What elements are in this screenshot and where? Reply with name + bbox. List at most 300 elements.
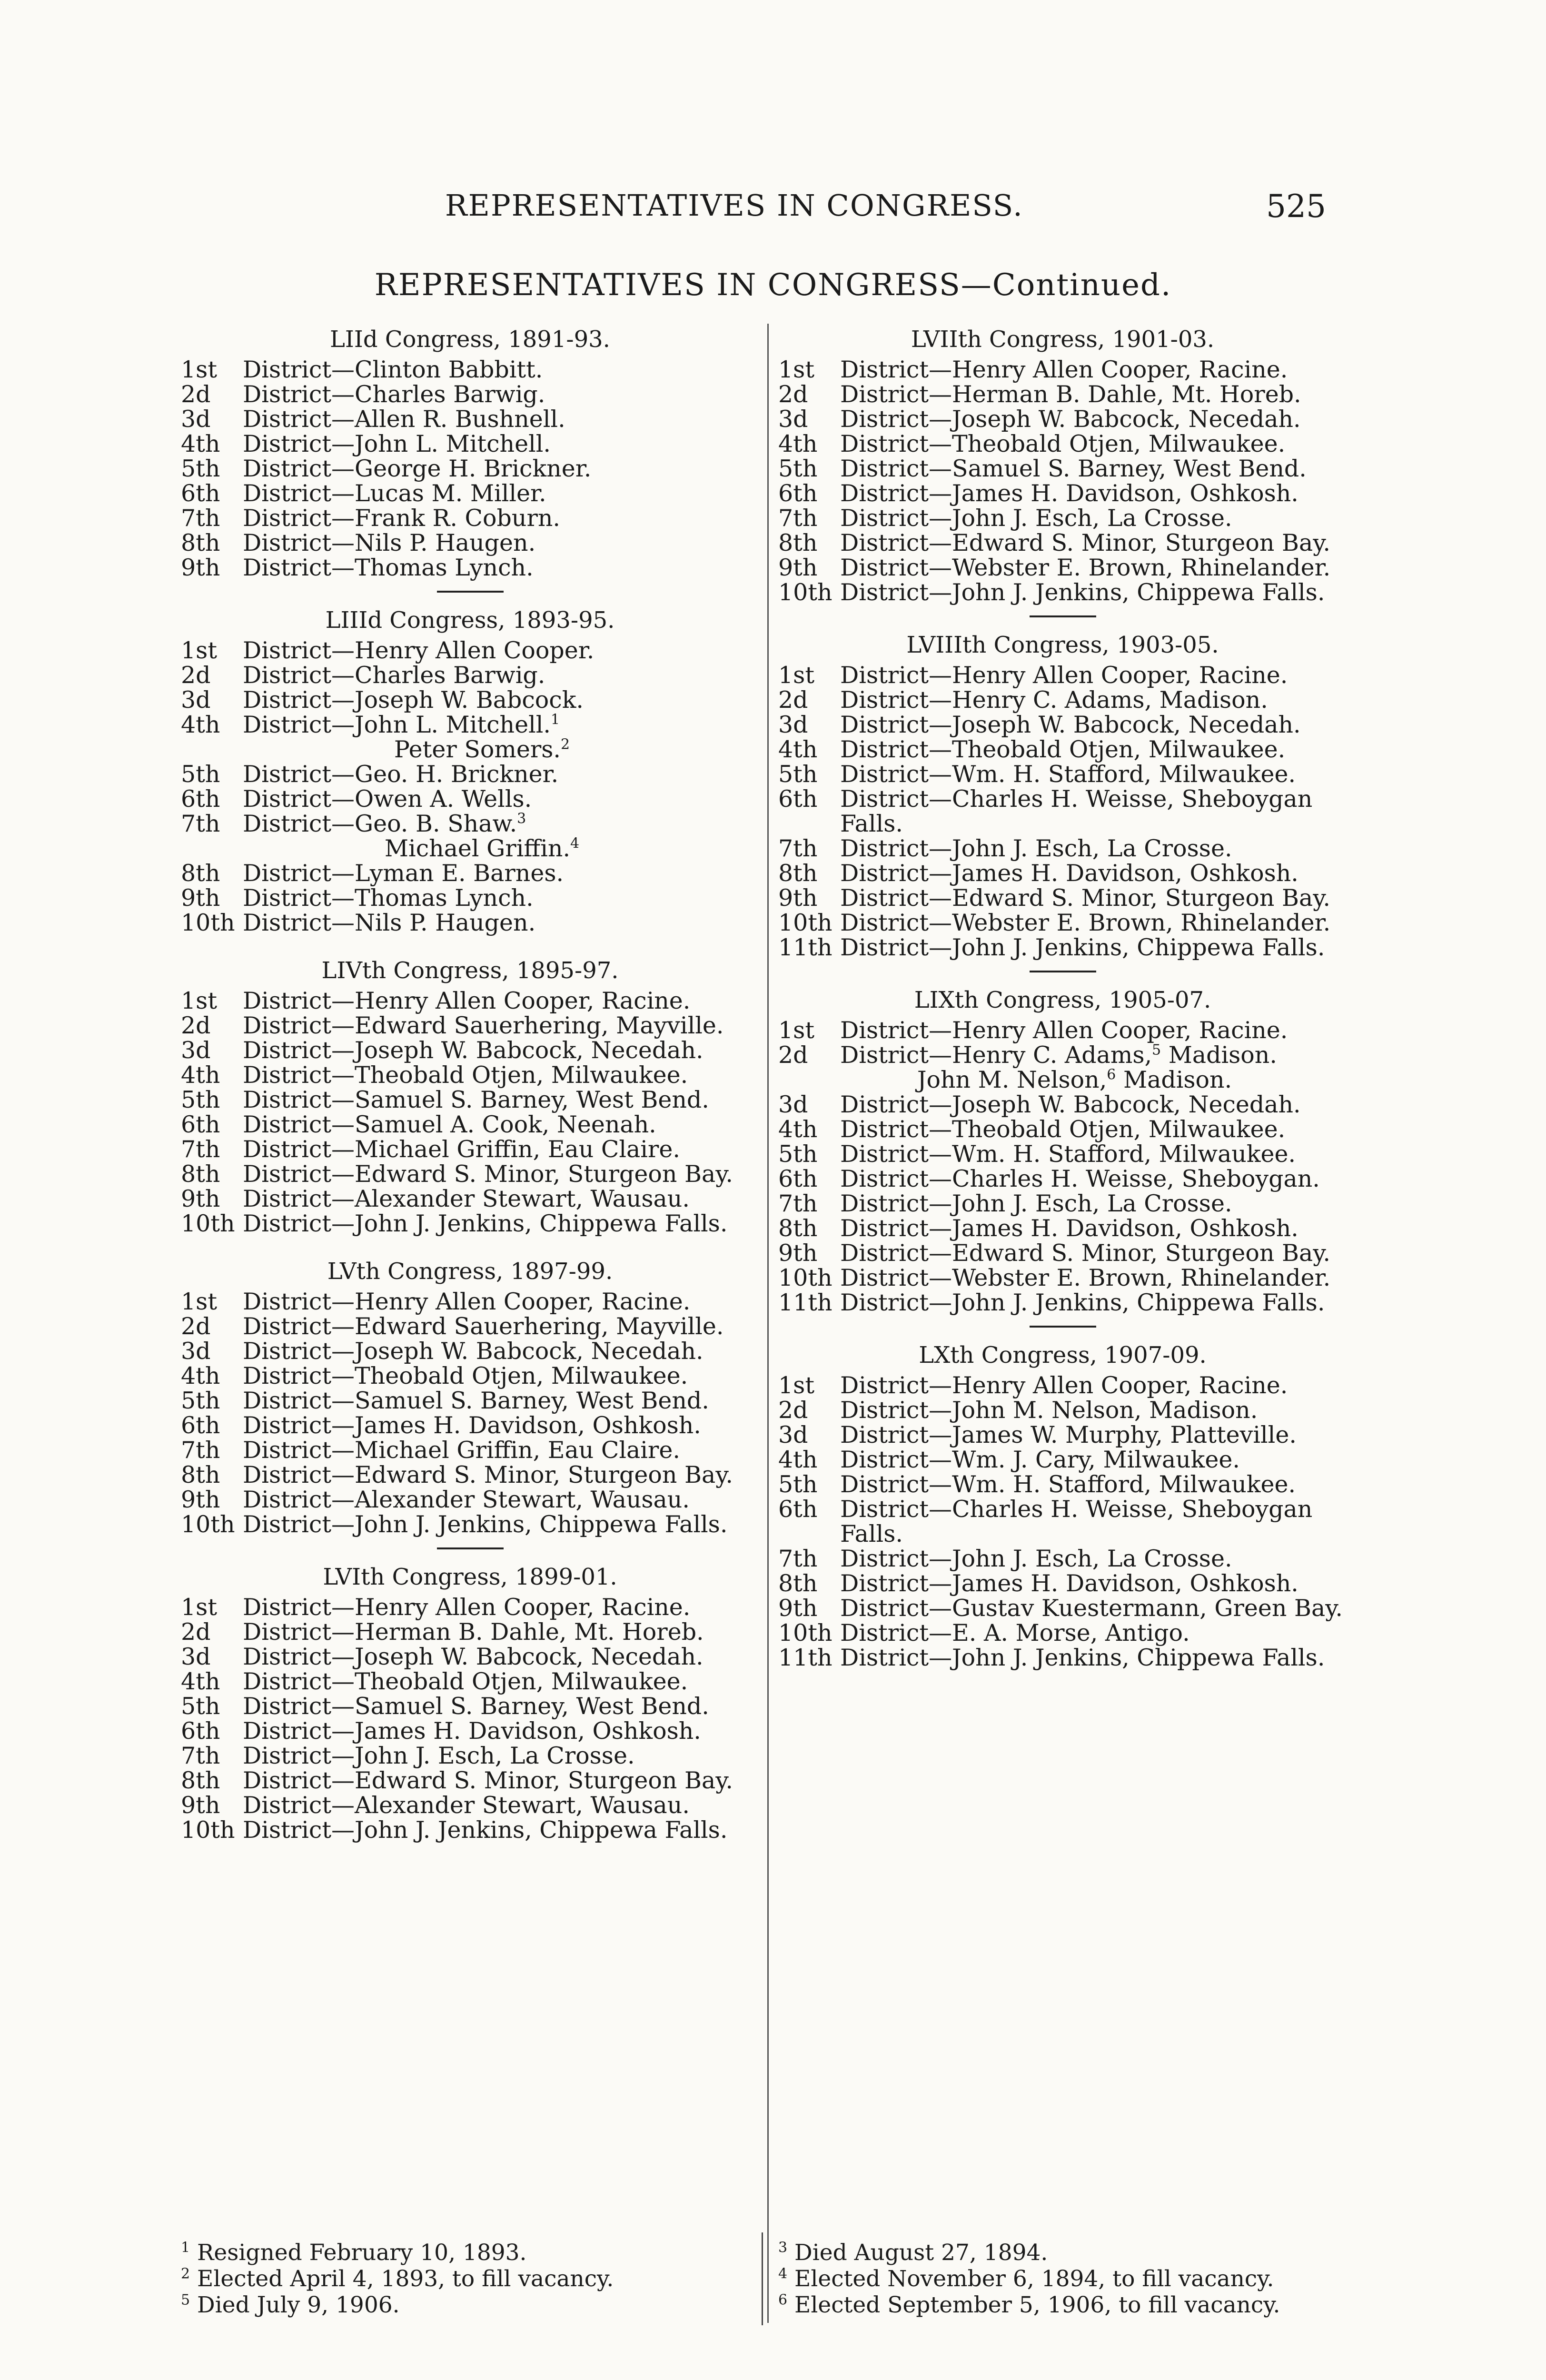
district-number: 8th [181, 529, 220, 556]
district-representative: District—John J. Jenkins, Chippewa Falls. [840, 934, 1325, 961]
district-number: 6th [181, 1111, 220, 1138]
district-text-continued: Madison. [1161, 1041, 1277, 1069]
footnote-text: Died August 27, 1894. [794, 2240, 1048, 2266]
district-number: 5th [181, 1693, 220, 1720]
district-entry [181, 1719, 759, 1744]
district-representative: District—Henry Allen Cooper, Racine. [840, 662, 1288, 689]
district-number: 10th [778, 909, 832, 936]
district-representative: District—Edward S. Minor, Sturgeon Bay. [840, 529, 1330, 556]
district-entry [181, 1388, 759, 1413]
right-column [778, 326, 1347, 1673]
district-entry [181, 1463, 759, 1488]
district-number: 11th [778, 934, 832, 961]
congress-block [778, 326, 1347, 605]
congress-block [778, 1342, 1347, 1670]
district-representative: District—Alexander Stewart, Wausau. [243, 1185, 690, 1212]
district-representative: District—Theobald Otjen, Milwaukee. [243, 1061, 688, 1089]
successor-representative [243, 737, 759, 762]
district-representative: District—Theobald Otjen, Milwaukee. [243, 1362, 688, 1389]
district-entry [778, 1497, 1347, 1547]
district-number: 1st [181, 987, 218, 1014]
district-entry [778, 555, 1347, 580]
district-representative: District—Joseph W. Babcock, Necedah. [840, 1091, 1301, 1118]
district-representative: District—Joseph W. Babcock, Necedah. [840, 406, 1301, 433]
district-entry [181, 1187, 759, 1211]
district-number: 9th [181, 1486, 220, 1513]
running-head [0, 188, 1546, 225]
district-entry [181, 1768, 759, 1793]
district-representative: District—John J. Esch, La Crosse. [840, 1545, 1232, 1572]
district-representative: District—Henry Allen Cooper, Racine. [243, 1288, 691, 1315]
district-entry [181, 1339, 759, 1364]
district-number: 5th [778, 1140, 818, 1168]
district-number: 8th [181, 1767, 220, 1794]
congress-heading: LVIIIth Congress, 1903-05. [906, 632, 1219, 658]
district-entry [181, 1063, 759, 1088]
district-representative: District—Allen R. Bushnell. [243, 406, 565, 433]
district-number: 9th [778, 1240, 818, 1267]
district-entry [778, 861, 1347, 886]
district-number: 2d [181, 381, 211, 408]
congress-heading: LIId Congress, 1891-93. [330, 326, 610, 353]
district-entry [181, 911, 759, 935]
district-number: 6th [778, 1165, 818, 1192]
district-entry [778, 1266, 1347, 1290]
district-number: 5th [181, 761, 220, 788]
district-number: 11th [778, 1644, 832, 1671]
successor-name: Peter Somers. [394, 736, 561, 763]
district-representative: District—Alexander Stewart, Wausau. [243, 1486, 690, 1513]
running-title: REPRESENTATIVES IN CONGRESS. [445, 188, 1023, 223]
district-number: 5th [778, 455, 818, 482]
district-representative: District—Henry C. Adams, [840, 1041, 1152, 1069]
district-entry [181, 555, 759, 580]
district-number: 3d [181, 406, 211, 433]
footnote-mark: 5 [181, 2291, 190, 2309]
congress-block [181, 326, 759, 580]
district-number: 4th [181, 711, 220, 738]
district-entry [181, 1364, 759, 1388]
footnote [778, 2240, 1349, 2266]
section-title: REPRESENTATIVES IN CONGRESS—Continued. [374, 268, 1172, 303]
district-entry [181, 713, 759, 762]
district-entry [181, 382, 759, 407]
district-number: 6th [181, 1412, 220, 1439]
district-entry [778, 1547, 1347, 1571]
district-number: 6th [778, 1496, 818, 1523]
district-representative: District—Edward S. Minor, Sturgeon Bay. [243, 1160, 733, 1188]
district-number: 9th [181, 1792, 220, 1819]
district-representative: District—Owen A. Wells. [243, 785, 532, 813]
district-representative: District—Wm. J. Cary, Milwaukee. [840, 1446, 1240, 1473]
district-number: 3d [181, 686, 211, 714]
district-number: 1st [181, 356, 218, 383]
district-entry [778, 456, 1347, 481]
district-number: 10th [778, 1264, 832, 1291]
district-representative: District—E. A. Morse, Antigo. [840, 1619, 1190, 1646]
footnote [181, 2266, 752, 2292]
district-number: 2d [778, 381, 808, 408]
district-representative: District—James H. Davidson, Oshkosh. [840, 1215, 1298, 1242]
district-number: 4th [778, 1446, 818, 1473]
district-representative: District—Samuel A. Cook, Neenah. [243, 1111, 656, 1138]
district-representative: District—Herman B. Dahle, Mt. Horeb. [840, 381, 1301, 408]
district-representative: District—James W. Murphy, Platteville. [840, 1421, 1297, 1448]
district-entry [778, 911, 1347, 935]
district-entry [181, 1314, 759, 1339]
district-entry [181, 531, 759, 555]
district-representative: District—Samuel S. Barney, West Bend. [243, 1387, 709, 1414]
district-number: 3d [181, 1037, 211, 1064]
footnote-mark: 4 [778, 2265, 788, 2282]
district-number: 4th [181, 1668, 220, 1695]
district-representative: District—John M. Nelson, Madison. [840, 1397, 1258, 1424]
district-entry [778, 1092, 1347, 1117]
district-number: 10th [181, 1816, 235, 1844]
district-representative: District—Lyman E. Barnes. [243, 860, 564, 887]
district-entry [181, 989, 759, 1013]
district-representative: District—Thomas Lynch. [243, 884, 534, 912]
district-entry [778, 481, 1347, 506]
district-entry [181, 407, 759, 432]
district-number: 3d [778, 1091, 808, 1118]
district-entry [181, 1793, 759, 1818]
district-number: 3d [778, 406, 808, 433]
district-entry [778, 1191, 1347, 1216]
district-entry [778, 407, 1347, 432]
district-representative: District—Charles H. Weisse, Sheboygan. [840, 1165, 1320, 1192]
district-representative: District—Charles Barwig. [243, 381, 545, 408]
district-representative: District—Edward S. Minor, Sturgeon Bay. [840, 884, 1330, 912]
district-representative: District—Clinton Babbitt. [243, 356, 543, 383]
district-representative: District—John J. Esch, La Crosse. [840, 1190, 1232, 1217]
district-entry [181, 1413, 759, 1438]
district-entry [181, 1137, 759, 1162]
footnote-text: Resigned February 10, 1893. [197, 2240, 527, 2266]
congress-heading: LIVth Congress, 1895-97. [321, 957, 619, 984]
congress-block [181, 1564, 759, 1843]
district-number: 8th [778, 860, 818, 887]
district-representative: District—James H. Davidson, Oshkosh. [840, 1570, 1298, 1597]
district-entry [778, 432, 1347, 456]
district-number: 6th [181, 480, 220, 507]
congress-heading: LIXth Congress, 1905-07. [914, 987, 1211, 1013]
footnote-ref: 3 [517, 810, 526, 827]
district-entry [181, 1162, 759, 1187]
district-number: 8th [181, 1461, 220, 1488]
footnote-ref: 5 [1152, 1041, 1161, 1059]
district-representative: District—James H. Davidson, Oshkosh. [243, 1412, 701, 1439]
district-number: 9th [181, 1185, 220, 1212]
district-number: 8th [778, 1215, 818, 1242]
district-representative: District—Herman B. Dahle, Mt. Horeb. [243, 1618, 704, 1646]
district-entry [778, 531, 1347, 555]
footnote-text: Elected November 6, 1894, to fill vacancy. [794, 2266, 1274, 2292]
district-representative: District—Frank R. Coburn. [243, 505, 561, 532]
district-number: 2d [181, 1313, 211, 1340]
district-representative: District—Edward S. Minor, Sturgeon Bay. [243, 1767, 733, 1794]
district-representative: District—Michael Griffin, Eau Claire. [243, 1136, 680, 1163]
section-rule [1030, 615, 1096, 617]
district-representative: District—Thomas Lynch. [243, 554, 534, 581]
district-entry [181, 663, 759, 688]
district-representative: District—Samuel S. Barney, West Bend. [840, 455, 1307, 482]
district-representative: District—Webster E. Brown, Rhinelander. [840, 909, 1331, 936]
district-number: 7th [778, 505, 818, 532]
district-entry [778, 1621, 1347, 1646]
district-entry [181, 762, 759, 787]
district-entry [181, 1289, 759, 1314]
district-number: 6th [778, 480, 818, 507]
district-representative: District—Nils P. Haugen. [243, 529, 536, 556]
district-number: 8th [778, 1570, 818, 1597]
district-number: 4th [778, 430, 818, 457]
district-entry [778, 1117, 1347, 1142]
successor-representative [840, 1068, 1347, 1092]
district-number: 5th [778, 1471, 818, 1498]
successor-name: Michael Griffin. [384, 835, 571, 862]
district-entry [778, 1373, 1347, 1398]
district-number: 4th [778, 736, 818, 763]
district-representative: District—Webster E. Brown, Rhinelander. [840, 1264, 1331, 1291]
footnote [181, 2240, 752, 2266]
district-entry [778, 1290, 1347, 1315]
district-representative: District—Henry Allen Cooper, Racine. [840, 356, 1288, 383]
district-representative: District—Henry Allen Cooper, Racine. [243, 1594, 691, 1621]
district-number: 1st [778, 1017, 815, 1044]
district-number: 1st [778, 662, 815, 689]
district-entry [778, 1167, 1347, 1191]
district-representative: District—Joseph W. Babcock, Necedah. [243, 1643, 704, 1670]
congress-block [778, 987, 1347, 1315]
footnote-mark: 6 [778, 2291, 788, 2309]
congress-heading: LXth Congress, 1907-09. [919, 1342, 1207, 1368]
column-divider [767, 324, 769, 2323]
district-entry [181, 357, 759, 382]
district-number: 3d [778, 1421, 808, 1448]
district-number: 10th [181, 909, 235, 936]
district-number: 9th [181, 554, 220, 581]
district-representative: District—John J. Esch, La Crosse. [243, 1742, 635, 1769]
district-number: 8th [778, 529, 818, 556]
congress-heading: LVIIth Congress, 1901-03. [911, 326, 1215, 353]
district-number: 2d [181, 1618, 211, 1646]
district-number: 1st [181, 637, 218, 664]
district-entry [181, 638, 759, 663]
district-number: 10th [181, 1511, 235, 1538]
district-number: 3d [778, 711, 808, 738]
district-representative: District—Theobald Otjen, Milwaukee. [840, 736, 1286, 763]
district-number: 7th [778, 835, 818, 862]
district-entry [181, 1438, 759, 1463]
district-representative: District—John J. Jenkins, Chippewa Falls. [840, 1644, 1325, 1671]
footnote-divider [762, 2232, 763, 2325]
congress-block [181, 957, 759, 1236]
congress-heading: LVth Congress, 1897-99. [327, 1258, 613, 1285]
footnote-ref: 4 [570, 835, 580, 852]
district-entry [778, 1571, 1347, 1596]
successor-text-continued: Madison. [1116, 1066, 1232, 1093]
district-representative: District—Charles H. Weisse, Sheboygan Falls. [840, 785, 1313, 837]
district-number: 2d [778, 686, 808, 714]
district-representative: District—Theobald Otjen, Milwaukee. [840, 430, 1286, 457]
footnote-mark: 1 [181, 2239, 190, 2256]
district-representative: District—Nils P. Haugen. [243, 909, 536, 936]
district-entry [181, 1488, 759, 1512]
district-entry [181, 456, 759, 481]
district-representative: District—Henry C. Adams, Madison. [840, 686, 1268, 714]
district-representative: District—Edward S. Minor, Sturgeon Bay. [840, 1240, 1330, 1267]
district-entry [778, 688, 1347, 713]
district-representative: District—Edward Sauerhering, Mayville. [243, 1012, 724, 1039]
district-number: 7th [181, 810, 220, 837]
district-representative: District—Gustav Kuestermann, Green Bay. [840, 1595, 1343, 1622]
district-number: 2d [778, 1041, 808, 1069]
congress-block [778, 632, 1347, 960]
district-representative: District—John J. Esch, La Crosse. [840, 505, 1232, 532]
district-entry [778, 1241, 1347, 1266]
district-entry [778, 713, 1347, 737]
district-number: 6th [181, 1717, 220, 1745]
district-number: 7th [778, 1190, 818, 1217]
footnotes-right [778, 2240, 1349, 2318]
district-representative: District—Charles Barwig. [243, 662, 545, 689]
district-entry [778, 1018, 1347, 1043]
district-entry [778, 836, 1347, 861]
section-rule [437, 1547, 504, 1549]
district-representative: District—John J. Jenkins, Chippewa Falls. [840, 579, 1325, 606]
district-representative: District—Wm. H. Stafford, Milwaukee. [840, 761, 1296, 788]
district-entry [778, 935, 1347, 960]
district-representative: District—Edward Sauerhering, Mayville. [243, 1313, 724, 1340]
district-entry [181, 1818, 759, 1843]
footnote-mark: 3 [778, 2239, 788, 2256]
district-number: 4th [181, 1362, 220, 1389]
district-representative: District—John L. Mitchell. [243, 711, 551, 738]
district-entry [181, 886, 759, 911]
section-rule [1030, 971, 1096, 972]
district-entry [778, 506, 1347, 531]
district-entry [778, 1142, 1347, 1167]
district-entry [778, 787, 1347, 836]
district-number: 1st [181, 1594, 218, 1621]
footnote-text: Died July 9, 1906. [197, 2292, 400, 2318]
footnote-ref: 2 [561, 736, 570, 753]
district-representative: District—Michael Griffin, Eau Claire. [243, 1437, 680, 1464]
district-number: 5th [778, 761, 818, 788]
district-number: 10th [778, 1619, 832, 1646]
district-representative: District—Geo. B. Shaw. [243, 810, 517, 837]
district-representative: District—Samuel S. Barney, West Bend. [243, 1693, 709, 1720]
congress-block [181, 1258, 759, 1537]
district-number: 5th [181, 455, 220, 482]
district-number: 7th [778, 1545, 818, 1572]
section-rule [1030, 1326, 1096, 1328]
district-representative: District—John J. Esch, La Crosse. [840, 835, 1232, 862]
district-entry [778, 886, 1347, 911]
district-number: 3d [181, 1338, 211, 1365]
district-representative: District—John J. Jenkins, Chippewa Falls. [840, 1289, 1325, 1316]
district-representative: District—Geo. H. Brickner. [243, 761, 559, 788]
district-number: 9th [778, 554, 818, 581]
district-entry [778, 382, 1347, 407]
district-representative: District—John J. Jenkins, Chippewa Falls. [243, 1210, 728, 1237]
congress-heading: LIIId Congress, 1893-95. [325, 607, 615, 634]
district-number: 7th [181, 1742, 220, 1769]
district-entry [181, 1694, 759, 1719]
district-entry [778, 1448, 1347, 1472]
district-number: 11th [778, 1289, 832, 1316]
district-representative: District—John L. Mitchell. [243, 430, 551, 457]
district-entry [181, 1013, 759, 1038]
district-number: 8th [181, 860, 220, 887]
district-number: 4th [778, 1116, 818, 1143]
district-representative: District—Henry Allen Cooper. [243, 637, 595, 664]
district-number: 1st [181, 1288, 218, 1315]
district-number: 10th [778, 579, 832, 606]
district-entry [181, 1112, 759, 1137]
district-representative: District—Theobald Otjen, Milwaukee. [840, 1116, 1286, 1143]
section-rule [437, 591, 504, 593]
district-number: 5th [181, 1387, 220, 1414]
district-representative: District—Henry Allen Cooper, Racine. [840, 1372, 1288, 1399]
district-number: 3d [181, 1643, 211, 1670]
district-entry [181, 1088, 759, 1112]
district-number: 9th [778, 884, 818, 912]
district-entry [778, 1216, 1347, 1241]
district-number: 5th [181, 1086, 220, 1113]
district-number: 8th [181, 1160, 220, 1188]
footnotes-left [181, 2240, 752, 2318]
district-number: 2d [181, 662, 211, 689]
district-representative: District—James H. Davidson, Oshkosh. [840, 860, 1298, 887]
district-representative: District—James H. Davidson, Oshkosh. [840, 480, 1298, 507]
district-entry [778, 1423, 1347, 1448]
district-representative: District—Theobald Otjen, Milwaukee. [243, 1668, 688, 1695]
district-number: 6th [181, 785, 220, 813]
footnote [778, 2266, 1349, 2292]
district-entry [181, 481, 759, 506]
district-entry [181, 1211, 759, 1236]
district-representative: District—Wm. H. Stafford, Milwaukee. [840, 1471, 1296, 1498]
district-entry [181, 1038, 759, 1063]
district-entry [778, 357, 1347, 382]
district-number: 7th [181, 1136, 220, 1163]
district-representative: District—Samuel S. Barney, West Bend. [243, 1086, 709, 1113]
district-representative: District—Henry Allen Cooper, Racine. [243, 987, 691, 1014]
district-representative: District—Joseph W. Babcock, Necedah. [243, 1338, 704, 1365]
district-number: 7th [181, 1437, 220, 1464]
district-entry [181, 1669, 759, 1694]
successor-name: John M. Nelson, [917, 1066, 1107, 1093]
footnote-text: Elected September 5, 1906, to fill vacancy. [794, 2292, 1280, 2318]
district-number: 2d [778, 1397, 808, 1424]
district-entry [181, 1744, 759, 1768]
district-entry [181, 1620, 759, 1645]
district-number: 10th [181, 1210, 235, 1237]
district-number: 1st [778, 1372, 815, 1399]
district-entry [778, 1398, 1347, 1423]
left-column [181, 326, 759, 1845]
district-entry [778, 1043, 1347, 1092]
district-representative: District—James H. Davidson, Oshkosh. [243, 1717, 701, 1745]
district-entry [181, 787, 759, 812]
district-number: 4th [181, 430, 220, 457]
district-entry [181, 861, 759, 886]
district-representative: District—Joseph W. Babcock. [243, 686, 584, 714]
district-number: 4th [181, 1061, 220, 1089]
district-representative: District—Joseph W. Babcock, Necedah. [243, 1037, 704, 1064]
